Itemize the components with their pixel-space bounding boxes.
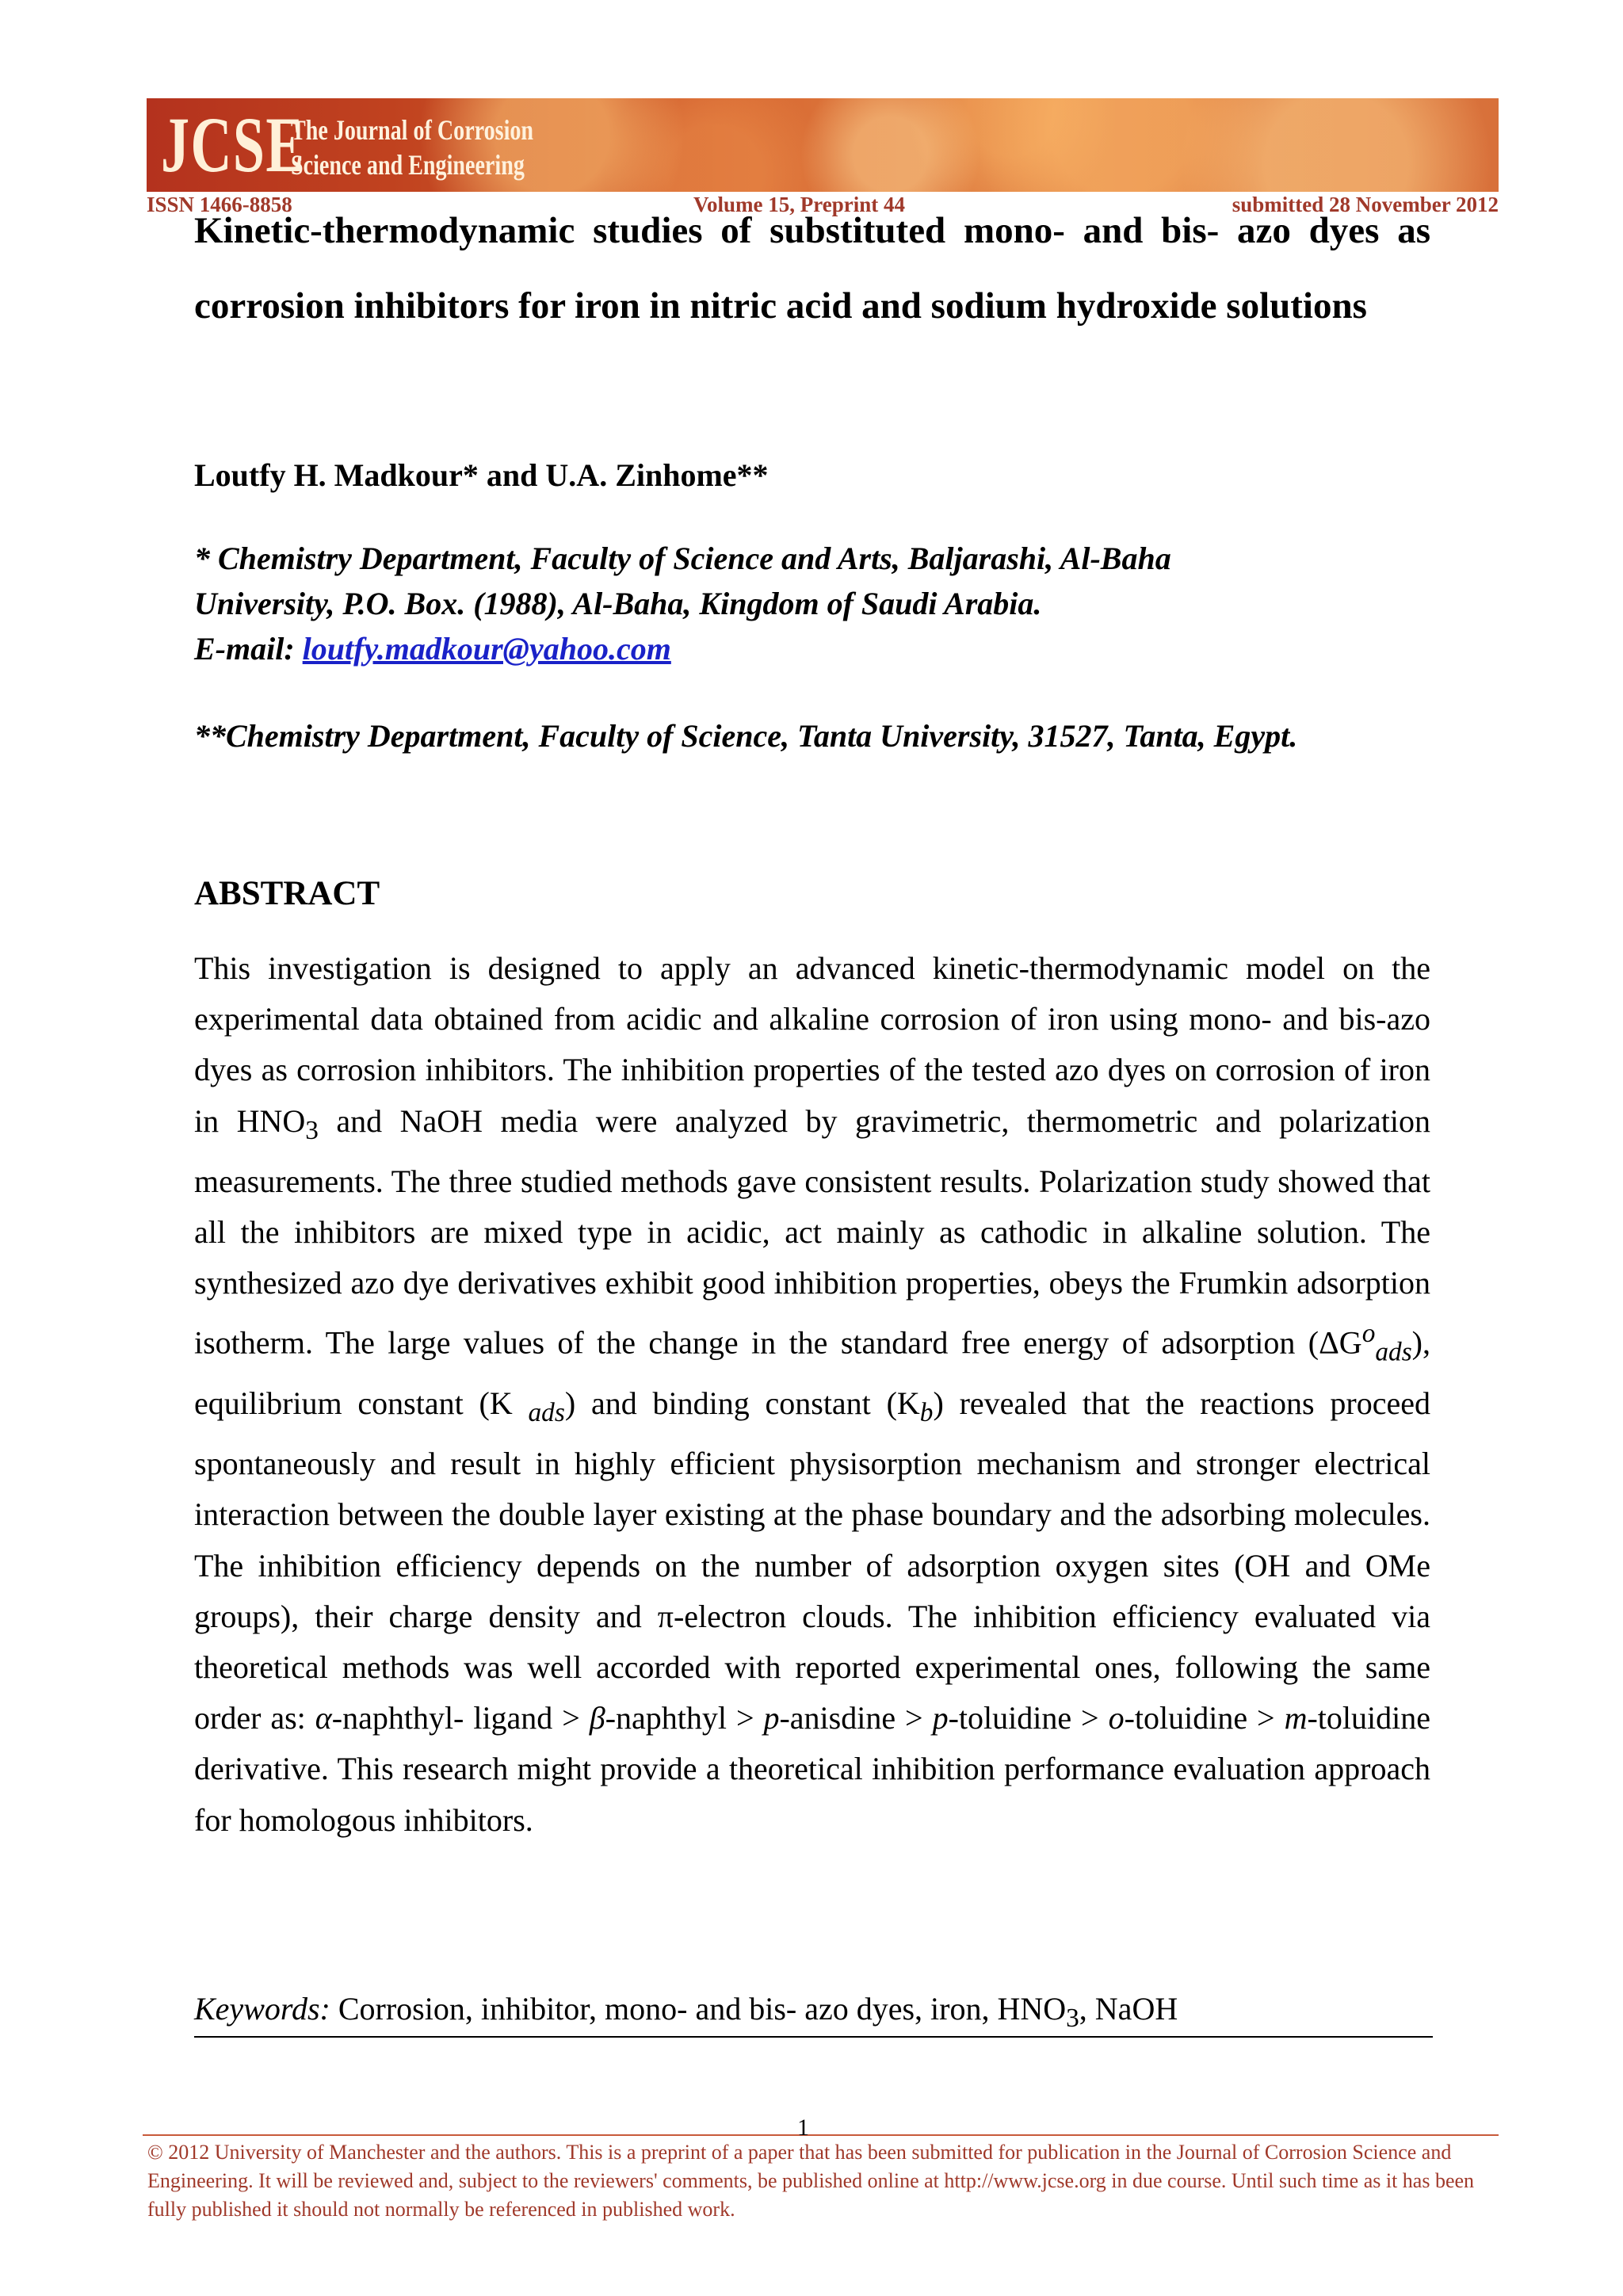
keywords-rule: [194, 2036, 1433, 2038]
page-number: 1: [797, 2115, 809, 2141]
authors: Loutfy H. Madkour* and U.A. Zinhome**: [194, 457, 769, 493]
submitted-date: submitted 28 November 2012: [1232, 193, 1499, 216]
email-line: [194, 626, 1430, 671]
affiliation-1-line1: * Chemistry Department, Faculty of Science and Arts, Baljarashi, Al-Baha: [194, 541, 1171, 576]
affiliation-2: **Chemistry Department, Faculty of Science, Tanta University, 31527, Tanta, Egypt.: [194, 718, 1298, 754]
email-link[interactable]: loutfy.madkour@yahoo.com: [302, 631, 671, 667]
keywords: Keywords: Corrosion, inhibitor, mono- and bis- azo dyes, iron, $HNO_3$, NaOH: [194, 1991, 1178, 2033]
volume: Volume 15, Preprint 44: [693, 193, 905, 216]
paper-title: Kinetic-thermodynamic studies of substituted mono- and bis- azo dyes as corrosion inhibitors for iron in nitric acid and sodium hydroxide solutions: [194, 210, 1430, 327]
footer-rule: [143, 2134, 1499, 2136]
affiliation-1-line2: University, P.O. Box. (1988), Al-Baha, Kingdom of Saudi Arabia.: [194, 586, 1042, 621]
copyright-notice: © 2012 University of Manchester and the authors. This is a preprint of a paper that has been submitted for publication in the Journal of Corrosion Science and Engineering. It will be reviewed and, subject to the reviewers' comments, be published online at http://www.jcse.org in due course. Until such time as it has been fully published it should not normally be referenced in published work.: [147, 2141, 1475, 2221]
affiliation-1: [194, 536, 1430, 671]
abstract-text: This investigation is designed to apply an advanced kinetic-thermodynamic model on the experimental data obtained from acidic and alkaline corrosion of iron using mono- and bis-azo dyes as corrosion inhibitors. The inhibition properties of the tested azo dyes on corrosion of iron in $HNO_3$ and NaOH media were analyzed by gravimetric, thermometric and polarization measurements. The three studied methods gave consistent results. Polarization study showed that all the inhibitors are mixed type in acidic, act mainly as cathodic in alkaline solution. The synthesized azo dye derivatives exhibit good inhibition properties, obeys the Frumkin adsorption isotherm. The large values of the change in the standard free energy of adsorption $(\Delta G^o_{ads})$, equilibrium constant (K $_{ads}$) and binding constant $(K_b)$ revealed that the reactions proceed spontaneously and result in highly efficient physisorption mechanism and stronger electrical interaction between the double layer existing at the phase boundary and the adsorbing molecules. The inhibition efficiency depends on the number of adsorption oxygen sites (OH and OMe groups), their charge density and π-electron clouds. The inhibition efficiency evaluated via theoretical methods was well accorded with reported experimental ones, following the same order as: α-naphthyl- ligand > β-naphthyl > p-anisdine > p-toluidine > o-toluidine > m-toluidine derivative. This research might provide a theoretical inhibition performance evaluation approach for homologous inhibitors.: [194, 950, 1430, 1838]
jcse-logo: JCSE: [161, 101, 305, 189]
abstract-heading: ABSTRACT: [194, 875, 380, 912]
journal-name-line2: Science and Engineering: [291, 149, 525, 181]
keywords-label: Keywords:: [194, 1991, 330, 2027]
journal-banner: [147, 98, 1499, 192]
journal-name-line1: The Journal of Corrosion: [291, 114, 534, 146]
journal-name: [291, 113, 533, 182]
email-label: E-mail:: [194, 631, 295, 667]
issn: ISSN 1466-8858: [147, 193, 292, 216]
